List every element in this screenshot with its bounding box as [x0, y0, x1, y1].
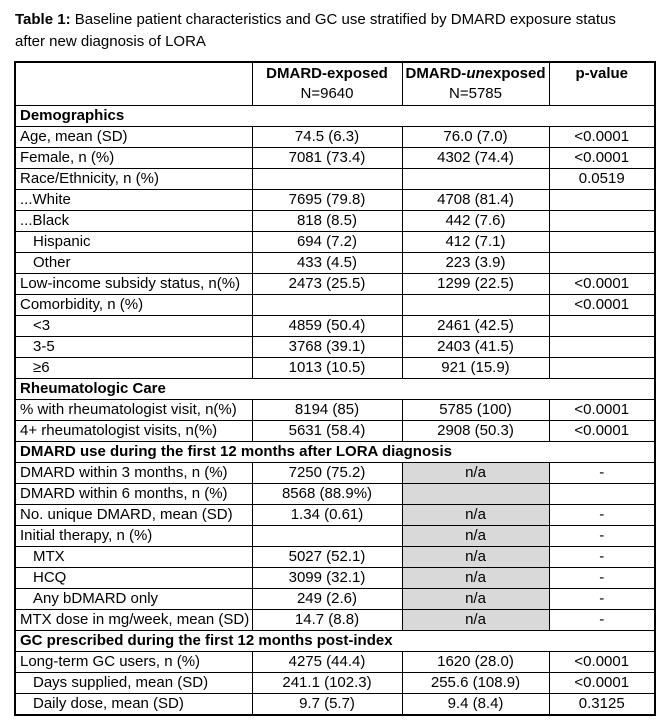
section-title: Demographics: [15, 106, 655, 127]
p-value: <0.0001: [549, 400, 655, 421]
section-title: Rheumatologic Care: [15, 379, 655, 400]
row-label: Race/Ethnicity, n (%): [15, 169, 252, 190]
unexposed-value: n/a: [402, 505, 549, 526]
unexposed-value: 223 (3.9): [402, 253, 549, 274]
empty-header-cell: [15, 62, 252, 106]
p-value: <0.0001: [549, 274, 655, 295]
row-label: MTX: [15, 547, 252, 568]
unexposed-value: n/a: [402, 463, 549, 484]
row-label: Daily dose, mean (SD): [15, 694, 252, 716]
exposed-value: 241.1 (102.3): [252, 673, 402, 694]
table-caption-label: Table 1:: [15, 11, 71, 28]
exposed-value: [252, 526, 402, 547]
row-label: Days supplied, mean (SD): [15, 673, 252, 694]
row-label: Low-income subsidy status, n(%): [15, 274, 252, 295]
col-header-exposed-title: DMARD-exposed: [266, 65, 388, 82]
exposed-value: 1013 (10.5): [252, 358, 402, 379]
unexposed-value: 4708 (81.4): [402, 190, 549, 211]
p-value: <0.0001: [549, 673, 655, 694]
row-label: Initial therapy, n (%): [15, 526, 252, 547]
row-label: Female, n (%): [15, 148, 252, 169]
row-label: MTX dose in mg/week, mean (SD): [15, 610, 252, 631]
table-caption-text: Baseline patient characteristics and GC use stratified by DMARD exposure status after new diagnosis of LORA: [15, 11, 616, 50]
table-row: [15, 295, 655, 316]
col-header-unexposed-title: [405, 64, 547, 84]
exposed-value: 7695 (79.8): [252, 190, 402, 211]
row-label: 3-5: [15, 337, 252, 358]
table-row: [15, 547, 655, 568]
unexposed-title-pre: DMARD-: [405, 65, 467, 82]
column-header-row: [15, 62, 655, 106]
p-value: <0.0001: [549, 127, 655, 148]
unexposed-value: n/a: [402, 568, 549, 589]
unexposed-value: 5785 (100): [402, 400, 549, 421]
row-label: Comorbidity, n (%): [15, 295, 252, 316]
exposed-value: 8568 (88.9%): [252, 484, 402, 505]
unexposed-value: 921 (15.9): [402, 358, 549, 379]
p-value: [549, 190, 655, 211]
p-value: -: [549, 568, 655, 589]
exposed-value: 7250 (75.2): [252, 463, 402, 484]
row-label: DMARD within 6 months, n (%): [15, 484, 252, 505]
table-row: [15, 169, 655, 190]
exposed-value: 5027 (52.1): [252, 547, 402, 568]
p-value: [549, 253, 655, 274]
p-value: [549, 232, 655, 253]
table-row: [15, 568, 655, 589]
p-value: -: [549, 526, 655, 547]
exposed-value: [252, 169, 402, 190]
p-value: [549, 358, 655, 379]
unexposed-value: n/a: [402, 610, 549, 631]
p-value: 0.0519: [549, 169, 655, 190]
unexposed-value: 255.6 (108.9): [402, 673, 549, 694]
unexposed-value: 4302 (74.4): [402, 148, 549, 169]
exposed-value: 5631 (58.4): [252, 421, 402, 442]
col-header-unexposed-n: N=5785: [449, 85, 502, 102]
exposed-value: 433 (4.5): [252, 253, 402, 274]
table-row: [15, 505, 655, 526]
table-row: [15, 316, 655, 337]
section-header-row: [15, 379, 655, 400]
section-header-row: [15, 442, 655, 463]
exposed-value: 8194 (85): [252, 400, 402, 421]
row-label: No. unique DMARD, mean (SD): [15, 505, 252, 526]
table-row: [15, 589, 655, 610]
table-row: [15, 421, 655, 442]
row-label: 4+ rheumatologist visits, n(%): [15, 421, 252, 442]
table-row: [15, 190, 655, 211]
col-header-pvalue: p-value: [549, 62, 655, 106]
table-row: [15, 148, 655, 169]
exposed-value: 3099 (32.1): [252, 568, 402, 589]
table-row: [15, 694, 655, 716]
table-body: [15, 106, 655, 716]
table-row: [15, 253, 655, 274]
section-header-row: [15, 106, 655, 127]
unexposed-value: 2461 (42.5): [402, 316, 549, 337]
p-value: 0.3125: [549, 694, 655, 716]
table-row: [15, 484, 655, 505]
exposed-value: [252, 295, 402, 316]
exposed-value: 4275 (44.4): [252, 652, 402, 673]
p-value: <0.0001: [549, 295, 655, 316]
row-label: % with rheumatologist visit, n(%): [15, 400, 252, 421]
col-header-dmard-exposed: [252, 62, 402, 106]
exposed-value: 2473 (25.5): [252, 274, 402, 295]
unexposed-value: n/a: [402, 526, 549, 547]
unexposed-value: n/a: [402, 589, 549, 610]
col-header-dmard-unexposed: [402, 62, 549, 106]
exposed-value: 249 (2.6): [252, 589, 402, 610]
table-row: [15, 526, 655, 547]
unexposed-value: [402, 295, 549, 316]
exposed-value: 4859 (50.4): [252, 316, 402, 337]
section-header-row: [15, 631, 655, 652]
baseline-characteristics-table: [14, 61, 656, 716]
col-header-exposed-n: N=9640: [300, 85, 354, 102]
p-value: [549, 211, 655, 232]
p-value: -: [549, 547, 655, 568]
row-label: ...Black: [15, 211, 252, 232]
unexposed-value: 442 (7.6): [402, 211, 549, 232]
p-value: -: [549, 505, 655, 526]
unexposed-value: 2403 (41.5): [402, 337, 549, 358]
p-value: [549, 484, 655, 505]
row-label: Age, mean (SD): [15, 127, 252, 148]
row-label: <3: [15, 316, 252, 337]
unexposed-value: 9.4 (8.4): [402, 694, 549, 716]
unexposed-value: 2908 (50.3): [402, 421, 549, 442]
table-row: [15, 358, 655, 379]
row-label: ≥6: [15, 358, 252, 379]
exposed-value: 694 (7.2): [252, 232, 402, 253]
row-label: HCQ: [15, 568, 252, 589]
p-value: -: [549, 610, 655, 631]
table-row: [15, 463, 655, 484]
exposed-value: 7081 (73.4): [252, 148, 402, 169]
p-value: [549, 316, 655, 337]
unexposed-value: 1299 (22.5): [402, 274, 549, 295]
p-value: -: [549, 589, 655, 610]
unexposed-value: 412 (7.1): [402, 232, 549, 253]
table-row: [15, 127, 655, 148]
unexposed-value: [402, 484, 549, 505]
row-label: Any bDMARD only: [15, 589, 252, 610]
exposed-value: 14.7 (8.8): [252, 610, 402, 631]
section-title: DMARD use during the first 12 months after LORA diagnosis: [15, 442, 655, 463]
p-value: <0.0001: [549, 421, 655, 442]
row-label: Long-term GC users, n (%): [15, 652, 252, 673]
unexposed-value: [402, 169, 549, 190]
unexposed-value: 1620 (28.0): [402, 652, 549, 673]
row-label: ...White: [15, 190, 252, 211]
exposed-value: 3768 (39.1): [252, 337, 402, 358]
table-row: [15, 274, 655, 295]
table-row: [15, 337, 655, 358]
row-label: Other: [15, 253, 252, 274]
unexposed-value: n/a: [402, 547, 549, 568]
p-value: [549, 337, 655, 358]
exposed-value: 818 (8.5): [252, 211, 402, 232]
p-value: <0.0001: [549, 652, 655, 673]
row-label: Hispanic: [15, 232, 252, 253]
p-value: <0.0001: [549, 148, 655, 169]
p-value: -: [549, 463, 655, 484]
section-title: GC prescribed during the first 12 months post-index: [15, 631, 655, 652]
exposed-value: 9.7 (5.7): [252, 694, 402, 716]
row-label: DMARD within 3 months, n (%): [15, 463, 252, 484]
table-row: [15, 211, 655, 232]
table-row: [15, 232, 655, 253]
exposed-value: 1.34 (0.61): [252, 505, 402, 526]
table-row: [15, 652, 655, 673]
unexposed-title-post: exposed: [484, 65, 546, 82]
unexposed-title-italic: un: [466, 65, 485, 82]
table-row: [15, 610, 655, 631]
exposed-value: 74.5 (6.3): [252, 127, 402, 148]
unexposed-value: 76.0 (7.0): [402, 127, 549, 148]
table-row: [15, 400, 655, 421]
table-row: [15, 673, 655, 694]
table-caption: [15, 9, 647, 53]
